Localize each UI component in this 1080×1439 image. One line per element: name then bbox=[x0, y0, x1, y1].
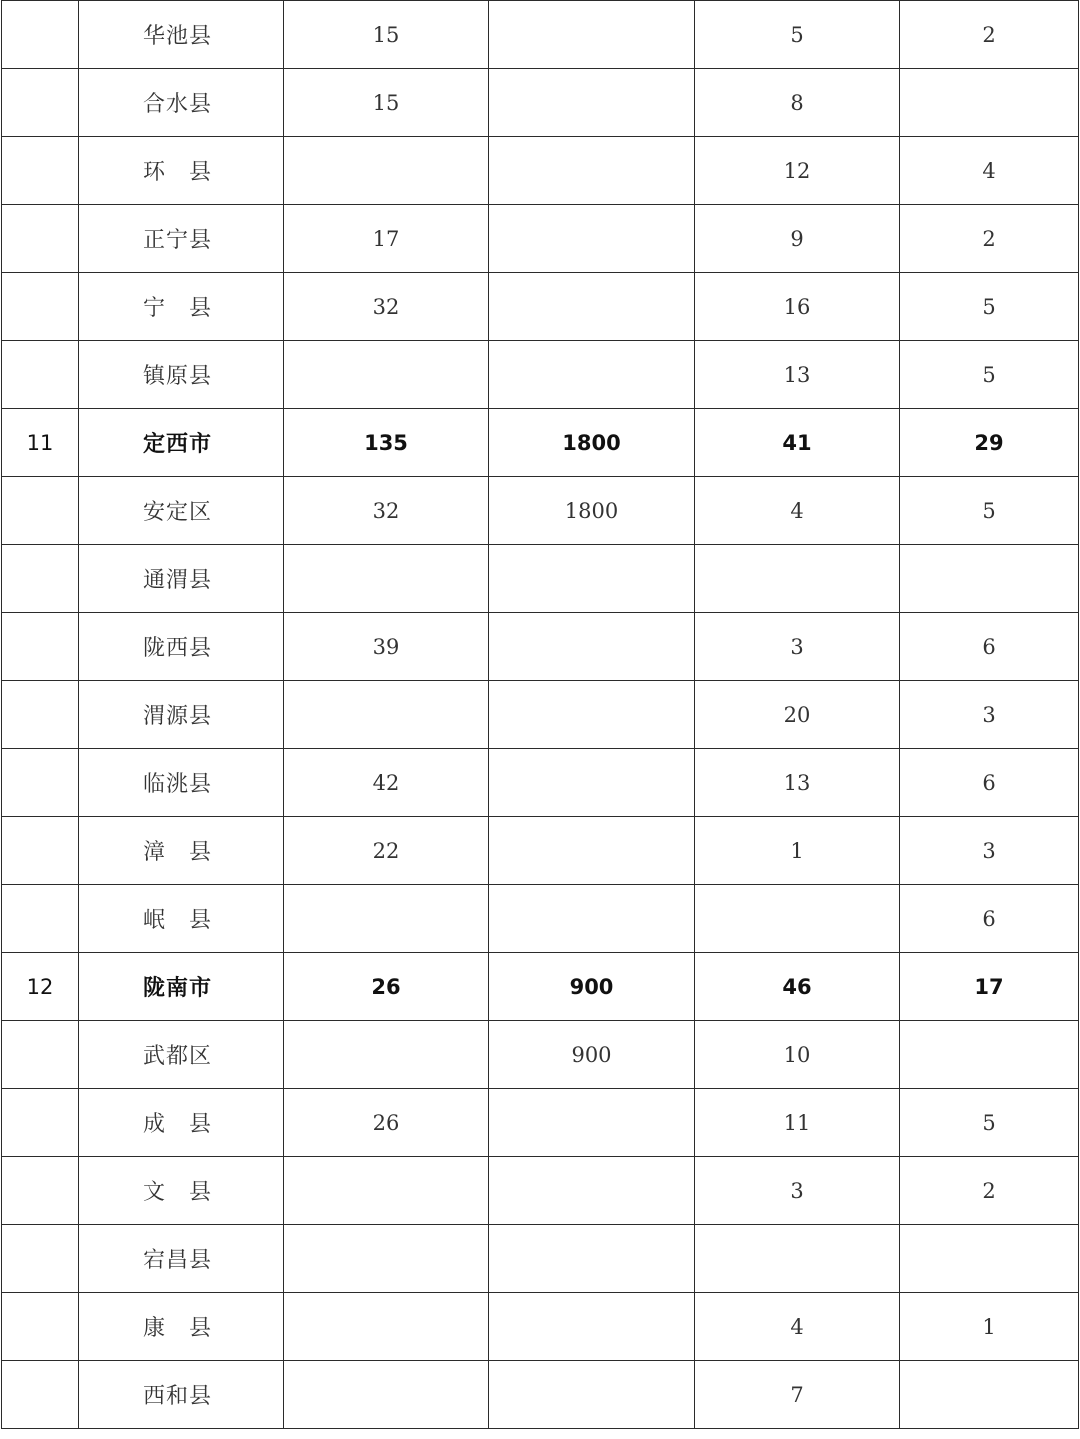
value-cell-col3: 20 bbox=[695, 681, 900, 749]
region-name-cell: 渭源县 bbox=[79, 681, 284, 749]
value-cell-col2 bbox=[489, 137, 695, 205]
value-cell-col2: 1800 bbox=[489, 409, 695, 477]
value-cell-col3: 9 bbox=[695, 205, 900, 273]
table-row bbox=[2, 1089, 1079, 1157]
region-name-cell: 通渭县 bbox=[79, 545, 284, 613]
row-number-cell bbox=[2, 885, 79, 953]
value-cell-col3: 12 bbox=[695, 137, 900, 205]
value-cell-col1: 17 bbox=[284, 205, 489, 273]
value-cell-col2 bbox=[489, 273, 695, 341]
region-name-cell: 陇南市 bbox=[79, 953, 284, 1021]
value-cell-col2 bbox=[489, 749, 695, 817]
value-cell-col2 bbox=[489, 1089, 695, 1157]
row-number-cell bbox=[2, 613, 79, 681]
value-cell-col1 bbox=[284, 1361, 489, 1429]
value-cell-col2 bbox=[489, 613, 695, 681]
value-cell-col3: 7 bbox=[695, 1361, 900, 1429]
row-number-cell: 11 bbox=[2, 409, 79, 477]
value-cell-col4: 2 bbox=[900, 205, 1079, 273]
value-cell-col4: 5 bbox=[900, 477, 1079, 545]
value-cell-col4: 6 bbox=[900, 749, 1079, 817]
value-cell-col2 bbox=[489, 1, 695, 69]
value-cell-col2 bbox=[489, 681, 695, 749]
row-number-cell bbox=[2, 749, 79, 817]
table-body bbox=[2, 1, 1079, 1429]
region-name-cell: 镇原县 bbox=[79, 341, 284, 409]
value-cell-col4: 3 bbox=[900, 681, 1079, 749]
value-cell-col1 bbox=[284, 681, 489, 749]
value-cell-col2 bbox=[489, 817, 695, 885]
value-cell-col4: 3 bbox=[900, 817, 1079, 885]
value-cell-col4: 5 bbox=[900, 273, 1079, 341]
value-cell-col2 bbox=[489, 205, 695, 273]
region-name-cell: 文 县 bbox=[79, 1157, 284, 1225]
row-number-cell bbox=[2, 1089, 79, 1157]
value-cell-col1 bbox=[284, 1157, 489, 1225]
value-cell-col2 bbox=[489, 1225, 695, 1293]
table-row bbox=[2, 749, 1079, 817]
value-cell-col4: 17 bbox=[900, 953, 1079, 1021]
table-row bbox=[2, 69, 1079, 137]
city-summary-row bbox=[2, 409, 1079, 477]
table-row bbox=[2, 205, 1079, 273]
row-number-cell bbox=[2, 1021, 79, 1089]
region-name-cell: 西和县 bbox=[79, 1361, 284, 1429]
row-number-cell bbox=[2, 477, 79, 545]
region-name-cell: 临洮县 bbox=[79, 749, 284, 817]
value-cell-col4: 6 bbox=[900, 613, 1079, 681]
value-cell-col2 bbox=[489, 1293, 695, 1361]
row-number-cell bbox=[2, 1361, 79, 1429]
table-row bbox=[2, 1225, 1079, 1293]
row-number-cell bbox=[2, 205, 79, 273]
region-name-cell: 陇西县 bbox=[79, 613, 284, 681]
table-row bbox=[2, 885, 1079, 953]
region-name-cell: 环 县 bbox=[79, 137, 284, 205]
value-cell-col4: 5 bbox=[900, 341, 1079, 409]
region-name-cell: 宁 县 bbox=[79, 273, 284, 341]
value-cell-col4 bbox=[900, 1225, 1079, 1293]
region-name-cell: 成 县 bbox=[79, 1089, 284, 1157]
data-table bbox=[1, 0, 1079, 1429]
region-name-cell: 定西市 bbox=[79, 409, 284, 477]
value-cell-col3: 11 bbox=[695, 1089, 900, 1157]
region-name-cell: 华池县 bbox=[79, 1, 284, 69]
value-cell-col3: 46 bbox=[695, 953, 900, 1021]
value-cell-col3: 10 bbox=[695, 1021, 900, 1089]
value-cell-col1 bbox=[284, 1021, 489, 1089]
value-cell-col1: 32 bbox=[284, 477, 489, 545]
value-cell-col1: 39 bbox=[284, 613, 489, 681]
row-number-cell bbox=[2, 273, 79, 341]
region-name-cell: 康 县 bbox=[79, 1293, 284, 1361]
table-row bbox=[2, 137, 1079, 205]
value-cell-col1: 32 bbox=[284, 273, 489, 341]
row-number-cell bbox=[2, 1157, 79, 1225]
table-row bbox=[2, 341, 1079, 409]
value-cell-col1: 42 bbox=[284, 749, 489, 817]
value-cell-col3: 41 bbox=[695, 409, 900, 477]
value-cell-col3: 13 bbox=[695, 749, 900, 817]
value-cell-col2 bbox=[489, 885, 695, 953]
value-cell-col1: 15 bbox=[284, 1, 489, 69]
row-number-cell: 12 bbox=[2, 953, 79, 1021]
value-cell-col1 bbox=[284, 885, 489, 953]
table-row bbox=[2, 1021, 1079, 1089]
city-summary-row bbox=[2, 953, 1079, 1021]
value-cell-col3: 4 bbox=[695, 1293, 900, 1361]
row-number-cell bbox=[2, 69, 79, 137]
value-cell-col3: 1 bbox=[695, 817, 900, 885]
row-number-cell bbox=[2, 681, 79, 749]
value-cell-col3: 3 bbox=[695, 613, 900, 681]
region-name-cell: 正宁县 bbox=[79, 205, 284, 273]
value-cell-col1: 22 bbox=[284, 817, 489, 885]
table-row bbox=[2, 273, 1079, 341]
value-cell-col2 bbox=[489, 1157, 695, 1225]
value-cell-col1: 135 bbox=[284, 409, 489, 477]
value-cell-col3 bbox=[695, 545, 900, 613]
table-row bbox=[2, 1157, 1079, 1225]
value-cell-col4: 2 bbox=[900, 1157, 1079, 1225]
value-cell-col1 bbox=[284, 1293, 489, 1361]
value-cell-col1: 15 bbox=[284, 69, 489, 137]
table-row bbox=[2, 477, 1079, 545]
region-name-cell: 安定区 bbox=[79, 477, 284, 545]
value-cell-col1 bbox=[284, 1225, 489, 1293]
region-name-cell: 漳 县 bbox=[79, 817, 284, 885]
value-cell-col4 bbox=[900, 545, 1079, 613]
row-number-cell bbox=[2, 817, 79, 885]
table-row bbox=[2, 681, 1079, 749]
value-cell-col3: 13 bbox=[695, 341, 900, 409]
value-cell-col2 bbox=[489, 545, 695, 613]
value-cell-col3: 3 bbox=[695, 1157, 900, 1225]
row-number-cell bbox=[2, 1225, 79, 1293]
value-cell-col1 bbox=[284, 137, 489, 205]
value-cell-col4 bbox=[900, 1361, 1079, 1429]
value-cell-col3 bbox=[695, 1225, 900, 1293]
region-name-cell: 武都区 bbox=[79, 1021, 284, 1089]
table-row bbox=[2, 817, 1079, 885]
value-cell-col2: 900 bbox=[489, 1021, 695, 1089]
region-name-cell: 岷 县 bbox=[79, 885, 284, 953]
value-cell-col3 bbox=[695, 885, 900, 953]
value-cell-col4: 29 bbox=[900, 409, 1079, 477]
value-cell-col4: 1 bbox=[900, 1293, 1079, 1361]
row-number-cell bbox=[2, 137, 79, 205]
value-cell-col3: 4 bbox=[695, 477, 900, 545]
value-cell-col1: 26 bbox=[284, 953, 489, 1021]
value-cell-col2: 900 bbox=[489, 953, 695, 1021]
table-row bbox=[2, 1, 1079, 69]
value-cell-col4 bbox=[900, 1021, 1079, 1089]
value-cell-col4: 4 bbox=[900, 137, 1079, 205]
value-cell-col4: 6 bbox=[900, 885, 1079, 953]
value-cell-col4: 2 bbox=[900, 1, 1079, 69]
value-cell-col2 bbox=[489, 341, 695, 409]
region-name-cell: 宕昌县 bbox=[79, 1225, 284, 1293]
table-row bbox=[2, 613, 1079, 681]
value-cell-col1: 26 bbox=[284, 1089, 489, 1157]
value-cell-col1 bbox=[284, 341, 489, 409]
region-name-cell: 合水县 bbox=[79, 69, 284, 137]
table-row bbox=[2, 545, 1079, 613]
value-cell-col3: 5 bbox=[695, 1, 900, 69]
table-row bbox=[2, 1361, 1079, 1429]
row-number-cell bbox=[2, 1293, 79, 1361]
value-cell-col1 bbox=[284, 545, 489, 613]
row-number-cell bbox=[2, 341, 79, 409]
value-cell-col2 bbox=[489, 69, 695, 137]
value-cell-col4: 5 bbox=[900, 1089, 1079, 1157]
row-number-cell bbox=[2, 1, 79, 69]
table-row bbox=[2, 1293, 1079, 1361]
row-number-cell bbox=[2, 545, 79, 613]
value-cell-col3: 8 bbox=[695, 69, 900, 137]
value-cell-col2 bbox=[489, 1361, 695, 1429]
value-cell-col2: 1800 bbox=[489, 477, 695, 545]
value-cell-col3: 16 bbox=[695, 273, 900, 341]
value-cell-col4 bbox=[900, 69, 1079, 137]
